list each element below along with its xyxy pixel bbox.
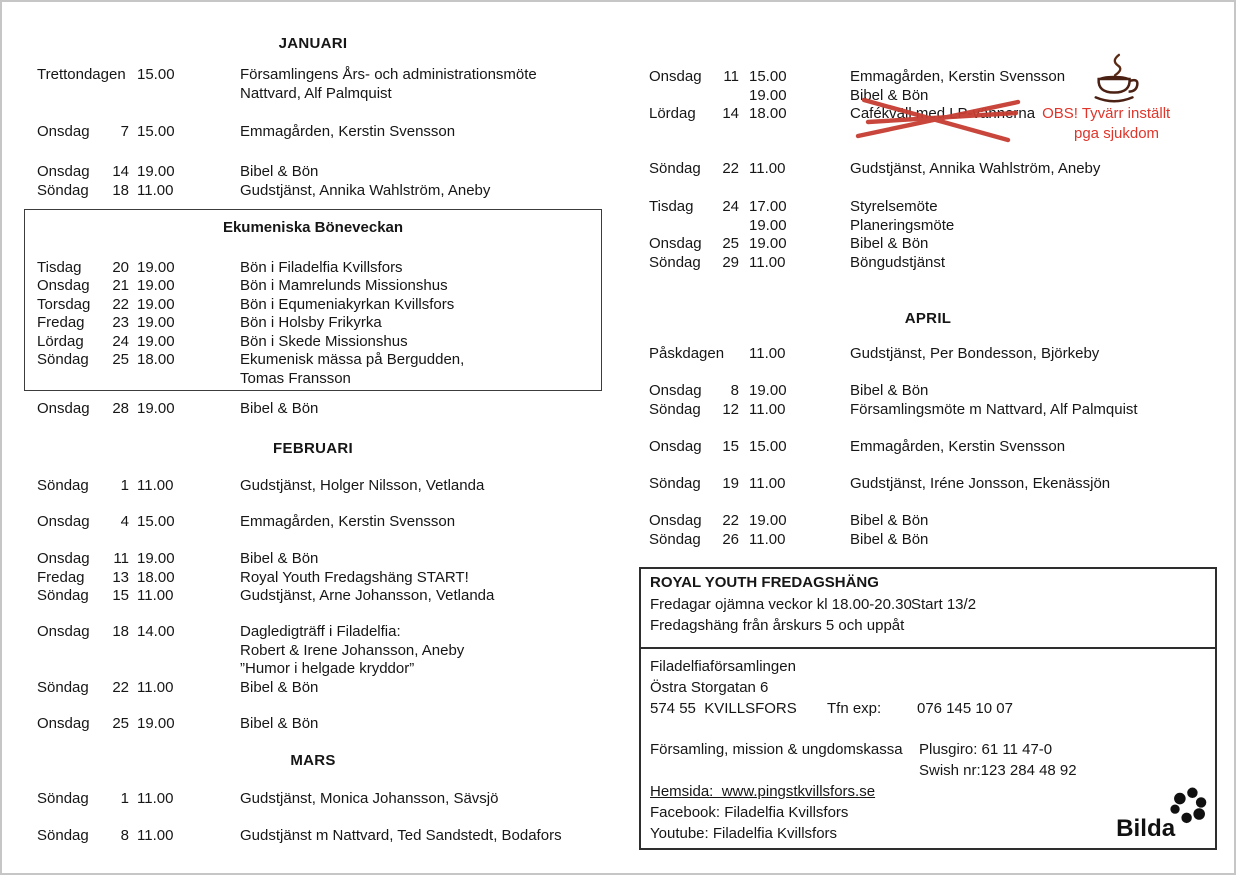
description-cell: Emmagården, Kerstin Svensson (240, 123, 456, 140)
time-cell: 11.00 (137, 587, 174, 604)
time-cell (137, 370, 185, 389)
time-cell: 15.00 (749, 438, 787, 455)
description-cell: Bön i Holsby Frikyrka (240, 314, 382, 331)
description-cell: Robert & Irene Johansson, Aneby (240, 641, 465, 659)
schedule-row (24, 569, 602, 588)
date-cell: 14 (112, 163, 129, 180)
phone-label: Tfn exp: (827, 700, 882, 717)
description-cell: Böngudstjänst (850, 253, 946, 271)
time-cell: 11.00 (749, 160, 786, 177)
date-cell: 22 (112, 295, 129, 313)
church-street: Östra Storgatan 6 (650, 679, 769, 696)
day-cell: Lördag (37, 332, 84, 350)
day-cell: Onsdag (37, 715, 90, 732)
time-cell: 19.00 (137, 295, 175, 313)
date-cell: 13 (112, 568, 129, 586)
kassa-label: Församling, mission & ungdomskassa (650, 741, 903, 758)
schedule-row (639, 512, 1217, 531)
januari-group-3 (24, 163, 602, 200)
description-cell: Bibel & Bön (850, 530, 929, 548)
date-cell: 8 (730, 382, 739, 399)
description-cell: Gudstjänst, Holger Nilsson, Vetlanda (240, 477, 485, 494)
time-cell: 17.00 (749, 198, 787, 215)
description-cell: Gudstjänst, Iréne Jonsson, Ekenässjön (850, 475, 1111, 492)
youtube-line: Youtube: Filadelfia Kvillsfors (650, 825, 838, 842)
schedule-row (24, 163, 602, 182)
date-cell (711, 345, 739, 364)
schedule-row (25, 296, 601, 315)
day-cell: Onsdag (649, 68, 702, 85)
date-cell: 15 (722, 438, 739, 455)
time-cell (137, 660, 185, 679)
day-cell: Onsdag (37, 550, 90, 567)
april-group-5 (639, 512, 1217, 549)
april-group-3 (639, 438, 1217, 457)
coffee-cup-icon (1088, 52, 1146, 108)
description-cell: Dagledigträff i Filadelfia: (240, 623, 401, 640)
schedule-row (639, 438, 1217, 457)
time-cell: 18.00 (137, 351, 175, 368)
date-cell: 24 (722, 198, 739, 215)
description-cell: Gudstjänst, Per Bondesson, Björkeby (850, 345, 1100, 362)
schedule-row (24, 513, 602, 532)
cancelled-event-text: Cafékväll med LP-vännerna (850, 105, 1036, 122)
time-cell: 19.00 (137, 400, 175, 417)
description-cell: Gudstjänst, Arne Johansson, Vetlanda (240, 587, 495, 604)
schedule-row (24, 715, 602, 734)
description-cell: Bön i Mamrelunds Missionshus (240, 277, 448, 294)
date-cell (711, 87, 739, 106)
date-cell: 21 (112, 277, 129, 294)
schedule-row (24, 550, 602, 569)
day-cell: Söndag (649, 475, 701, 492)
day-cell (649, 217, 711, 236)
time-cell: 11.00 (749, 400, 786, 418)
day-cell (37, 370, 101, 389)
schedule-row (24, 827, 602, 846)
date-cell: 18 (112, 623, 129, 640)
date-cell (101, 66, 129, 85)
date-cell: 23 (112, 314, 129, 331)
time-cell: 11.00 (749, 345, 786, 362)
schedule-row (639, 475, 1217, 494)
mars-group-2 (24, 827, 602, 846)
time-cell: 11.00 (749, 253, 786, 271)
date-cell: 29 (722, 253, 739, 271)
schedule-row (24, 623, 602, 642)
description-cell: Bön i Skede Missionshus (240, 332, 408, 350)
februari-group-2 (24, 513, 602, 532)
schedule-row (25, 259, 601, 278)
schedule-row (24, 66, 602, 85)
time-cell: 11.00 (749, 530, 786, 548)
facebook-line: Facebook: Filadelfia Kvillsfors (650, 804, 849, 821)
schedule-row (639, 345, 1217, 364)
schedule-row (24, 400, 602, 419)
church-postal: 574 55 KVILLSFORS (650, 700, 797, 717)
schedule-row (639, 382, 1217, 401)
time-cell: 19.00 (749, 512, 787, 529)
description-cell: Bibel & Bön (850, 235, 929, 252)
date-cell: 22 (722, 512, 739, 529)
day-cell: Söndag (37, 181, 89, 199)
schedule-row (639, 531, 1217, 550)
website-link: Hemsida: www.pingstkvillsfors.se (650, 783, 876, 800)
schedule-row (639, 254, 1217, 273)
description-cell: Gudstjänst, Annika Wahlström, Aneby (850, 160, 1101, 177)
date-cell (711, 217, 739, 236)
day-cell: Söndag (649, 160, 701, 177)
day-cell: Tisdag (649, 198, 694, 215)
date-cell: 11 (113, 550, 129, 567)
day-cell: Lördag (649, 105, 696, 122)
cancellation-note-line2: pga sjukdom (1074, 125, 1160, 142)
description-cell: Planeringsmöte (850, 216, 955, 234)
day-cell: Söndag (37, 477, 89, 494)
day-cell: Onsdag (37, 400, 90, 417)
schedule-row (24, 790, 602, 809)
day-cell: Onsdag (649, 382, 702, 399)
date-cell: 22 (112, 678, 129, 696)
schedule-row (24, 660, 602, 679)
bilda-logo-dots (1170, 788, 1206, 824)
month-heading-mars: MARS (290, 752, 336, 769)
time-cell: 19.00 (137, 163, 175, 180)
januari-group-1 (24, 66, 602, 103)
description-cell: Gudstjänst, Annika Wahlström, Aneby (240, 181, 491, 199)
time-cell (137, 642, 185, 661)
schedule-row (24, 85, 602, 104)
description-cell: Bibel & Bön (240, 550, 319, 567)
plusgiro-number: Plusgiro: 61 11 47-0 (919, 741, 1053, 758)
schedule-row (25, 314, 601, 333)
schedule-row (639, 160, 1217, 179)
date-cell: 11 (723, 68, 739, 85)
date-cell: 25 (722, 235, 739, 252)
description-cell: Bön i Equmeniakyrkan Kvillsfors (240, 295, 455, 313)
schedule-row (24, 477, 602, 496)
date-cell (101, 85, 129, 104)
royal-youth-ages: Fredagshäng från årskurs 5 och uppåt (650, 617, 905, 634)
date-cell: 28 (112, 400, 129, 417)
time-cell: 19.00 (137, 332, 175, 350)
description-cell: Styrelsemöte (850, 198, 938, 215)
time-cell: 19.00 (749, 86, 787, 104)
time-cell: 19.00 (749, 216, 787, 234)
time-cell: 15.00 (749, 68, 787, 85)
description-cell: Emmagården, Kerstin Svensson (850, 68, 1066, 85)
april-group-4 (639, 475, 1217, 494)
description-cell: Bibel & Bön (240, 163, 319, 180)
day-cell: Onsdag (37, 513, 90, 530)
schedule-row (639, 198, 1217, 217)
februari-group-5 (24, 715, 602, 734)
description-cell: Gudstjänst m Nattvard, Ted Sandstedt, Bodafors (240, 827, 562, 844)
date-cell (101, 660, 129, 679)
time-cell: 15.00 (137, 66, 175, 83)
date-cell: 22 (722, 160, 739, 177)
time-cell: 11.00 (137, 827, 174, 844)
day-cell: Onsdag (649, 235, 702, 252)
time-cell: 19.00 (749, 235, 787, 252)
description-cell: Bibel & Bön (240, 400, 319, 417)
schedule-row (24, 587, 602, 606)
mars-right-group-2 (639, 160, 1217, 179)
time-cell: 15.00 (137, 513, 175, 530)
description-cell: Församlingsmöte m Nattvard, Alf Palmquist (850, 400, 1138, 418)
schedule-row (24, 679, 602, 698)
time-cell: 18.00 (749, 105, 787, 122)
royal-youth-title: ROYAL YOUTH FREDAGSHÄNG (650, 574, 879, 591)
date-cell: 8 (120, 827, 129, 844)
januari-group-4 (24, 400, 602, 419)
date-cell (101, 642, 129, 661)
time-cell: 11.00 (137, 181, 174, 199)
bilda-logo (1115, 786, 1209, 842)
schedule-row (639, 235, 1217, 254)
description-cell: Emmagården, Kerstin Svensson (240, 513, 456, 530)
date-cell (101, 370, 129, 389)
info-box-divider (641, 647, 1215, 649)
time-cell: 19.00 (749, 382, 787, 399)
description-cell: Tomas Fransson (240, 369, 351, 387)
time-cell: 11.00 (137, 477, 174, 494)
schedule-row (25, 277, 601, 296)
day-cell (37, 85, 101, 104)
prayer-week-title: Ekumeniska Böneveckan (222, 219, 404, 236)
date-cell: 26 (722, 530, 739, 548)
time-cell: 14.00 (137, 623, 175, 640)
time-cell: 11.00 (137, 678, 174, 696)
month-heading-februari: FEBRUARI (273, 440, 353, 457)
time-cell: 19.00 (137, 277, 175, 294)
description-cell: Ekumenisk mässa på Bergudden, (240, 351, 465, 368)
time-cell: 19.00 (137, 550, 175, 567)
februari-group-1 (24, 477, 602, 496)
description-cell: Bibel & Bön (850, 512, 929, 529)
time-cell: 19.00 (137, 258, 175, 276)
day-cell: Söndag (37, 678, 89, 696)
month-heading-april: APRIL (904, 310, 952, 327)
time-cell (137, 85, 185, 104)
mars-group-1 (24, 790, 602, 809)
schedule-row (25, 333, 601, 352)
februari-group-3 (24, 550, 602, 606)
description-cell: Bibel & Bön (240, 715, 319, 732)
mars-right-group-3 (639, 198, 1217, 272)
day-cell: Söndag (37, 351, 89, 368)
description-cell: Gudstjänst, Monica Johansson, Sävsjö (240, 790, 499, 807)
description-cell: Församlingens Års- och administrationsmöte (240, 66, 537, 83)
month-heading-januari: JANUARI (278, 35, 348, 52)
day-cell: Onsdag (649, 438, 702, 455)
date-cell: 18 (112, 181, 129, 199)
day-cell: Påskdagen (649, 345, 725, 362)
date-cell: 20 (112, 258, 129, 276)
day-cell: Tisdag (37, 258, 82, 276)
februari-group-4 (24, 623, 602, 697)
day-cell: Fredag (37, 568, 85, 586)
day-cell: Onsdag (649, 512, 702, 529)
schedule-row (25, 351, 601, 370)
schedule-row (25, 370, 601, 389)
time-cell: 19.00 (137, 314, 175, 331)
description-cell: Bibel & Bön (850, 382, 929, 399)
day-cell (37, 642, 101, 661)
time-cell: 11.00 (137, 790, 174, 807)
date-cell: 24 (112, 332, 129, 350)
date-cell: 1 (120, 477, 129, 494)
schedule-row (24, 182, 602, 201)
april-group-2 (639, 382, 1217, 419)
swish-number: Swish nr:123 284 48 92 (919, 762, 1077, 779)
day-cell: Onsdag (37, 623, 90, 640)
date-cell: 7 (120, 123, 129, 140)
time-cell: 18.00 (137, 568, 175, 586)
day-cell: Söndag (649, 253, 701, 271)
description-cell: Bibel & Bön (850, 86, 929, 104)
description-cell: Emmagården, Kerstin Svensson (850, 438, 1066, 455)
day-cell (37, 660, 101, 679)
bilda-logo-text: Bilda (1116, 815, 1176, 842)
schedule-row (24, 642, 602, 661)
date-cell: 25 (112, 715, 129, 732)
day-cell: Onsdag (37, 123, 90, 140)
date-cell: 19 (722, 475, 739, 492)
day-cell: Söndag (37, 790, 89, 807)
day-cell: Torsdag (37, 295, 91, 313)
schedule-row (24, 123, 602, 142)
church-name: Filadelfiaförsamlingen (650, 658, 796, 675)
prayer-week-box (24, 209, 602, 391)
date-cell: 14 (722, 105, 739, 122)
april-group-1 (639, 345, 1217, 364)
date-cell: 15 (112, 587, 129, 604)
description-cell: Bibel & Bön (240, 678, 319, 696)
day-cell: Fredag (37, 314, 85, 331)
day-cell: Söndag (649, 400, 701, 418)
date-cell: 4 (120, 513, 129, 530)
day-cell (649, 87, 711, 106)
phone-number: 076 145 10 07 (917, 700, 1013, 717)
day-cell: Söndag (37, 827, 89, 844)
time-cell: 11.00 (749, 475, 786, 492)
info-box (639, 567, 1217, 850)
day-cell: Söndag (649, 530, 701, 548)
description-cell: ”Humor i helgade kryddor” (240, 660, 415, 677)
cancellation-note: OBS! Tyvärr inställt (1042, 105, 1171, 122)
royal-youth-start: Start 13/2 (911, 596, 977, 613)
time-cell: 15.00 (137, 123, 175, 140)
time-cell: 19.00 (137, 715, 175, 732)
day-cell: Trettondagen (37, 66, 126, 83)
date-cell: 25 (112, 351, 129, 368)
cancelled-cross-icon (848, 94, 1026, 146)
date-cell: 1 (120, 790, 129, 807)
description-cell: Royal Youth Fredagshäng START! (240, 568, 469, 586)
schedule-row (639, 217, 1217, 236)
description-cell: Bön i Filadelfia Kvillsfors (240, 258, 403, 276)
schedule-row (639, 401, 1217, 420)
day-cell: Söndag (37, 587, 89, 604)
date-cell: 12 (722, 400, 739, 418)
prayer-week-rows (25, 259, 601, 389)
royal-youth-schedule: Fredagar ojämna veckor kl 18.00-20.30 (650, 596, 912, 613)
day-cell: Onsdag (37, 277, 90, 294)
description-cell: Nattvard, Alf Palmquist (240, 84, 392, 102)
januari-group-2 (24, 123, 602, 142)
day-cell: Onsdag (37, 163, 90, 180)
